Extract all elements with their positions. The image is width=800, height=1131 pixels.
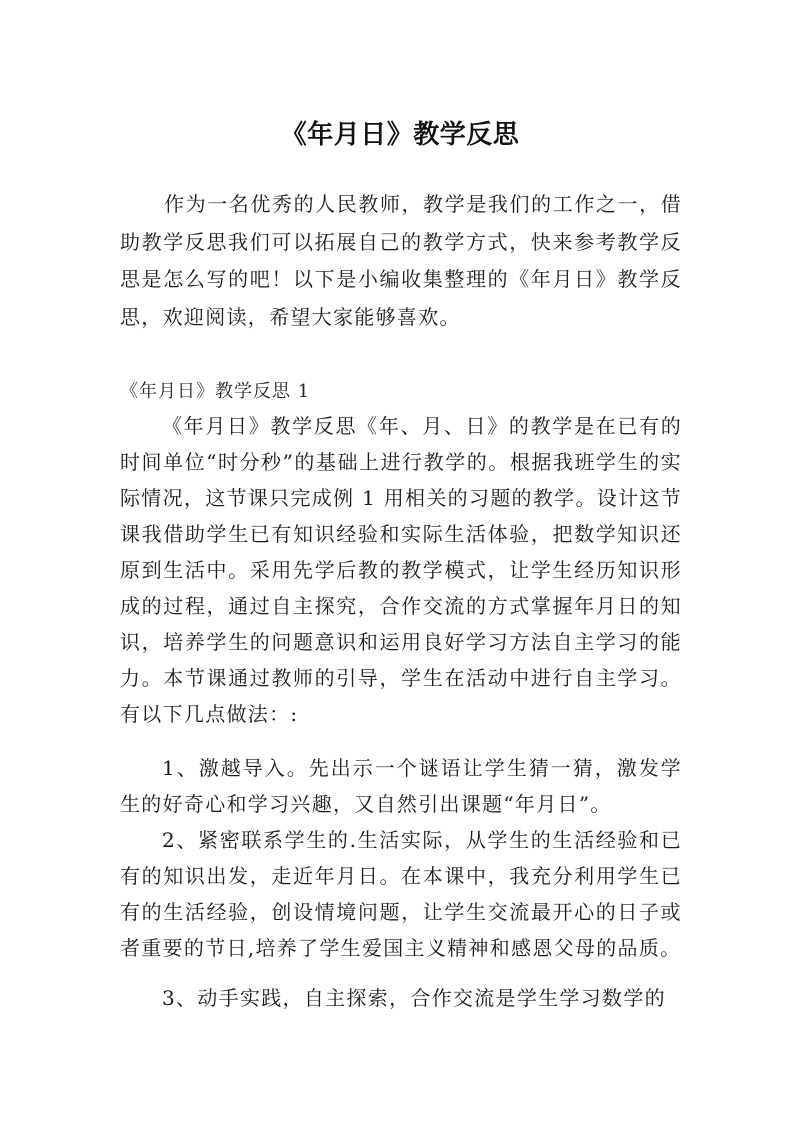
section-heading: 《年月日》教学反思 1 xyxy=(120,381,311,402)
intro-paragraph: 作为一名优秀的人民教师，教学是我们的工作之一，借助教学反思我们可以拓展自己的教学方式，快来参考教学反思是怎么写的吧！以下是小编收集整理的《年月日》教学反思，欢迎阅读，希望大家能够喜欢。 xyxy=(120,192,682,329)
document-title: 《年月日》教学反思 xyxy=(280,120,520,151)
list-item-3: 3、动手实践，自主探索，合作交流是学生学习数学的 xyxy=(162,986,666,1010)
list-item-1: 1、激越导入。先出示一个谜语让学生猜一猜，激发学生的好奇心和学习兴趣，又自然引出课题“年月日”。 xyxy=(120,756,682,816)
section-paragraph: 《年月日》教学反思《年、月、日》的教学是在已有的时间单位“时分秒”的基础上进行教学的。根据我班学生的实际情况，这节课只完成例 1 用相关的习题的教学。设计这节课我借助学生已有知识经验和实际生活体验，把数学知识还原到生活中。采用先学后教的教学模式，让学生经历知识形成的过程，通过自主探究，合作交流的方式掌握年月日的知识，培养学生的问题意识和运用良好学习方法自主学习的能力。本节课通过教师的引导，学生在活动中进行自主学习。有以下几点做法：: xyxy=(120,414,682,726)
list-item-2: 2、紧密联系学生的.生活实际，从学生的生活经验和已有的知识出发，走近年月日。在本课中，我充分利用学生已有的生活经验，创设情境问题，让学生交流最开心的日子或者重要的节日,培养了学生爱国主义精神和感恩父母的品质。 xyxy=(120,828,682,960)
